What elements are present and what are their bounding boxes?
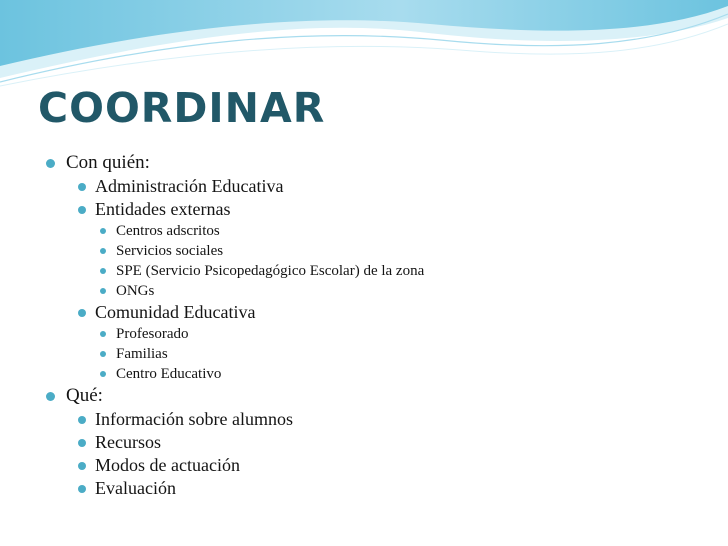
bullet-icon [100,248,106,254]
list-item-level-3 [0,344,728,364]
list-item-level-1 [0,384,728,408]
header-wave-decoration [0,0,728,90]
bullet-icon [78,416,86,424]
bullet-icon [78,462,86,470]
list-item-text: Recursos [95,432,161,452]
list-item-text: Información sobre alumnos [95,409,293,429]
list-item-level-2 [0,431,728,454]
bullet-icon [78,485,86,493]
bullet-icon [46,159,55,168]
list-item-level-2 [0,198,728,221]
list-item-level-3 [0,261,728,281]
list-item-text: ONGs [116,283,155,299]
bullet-list [0,151,728,500]
bullet-icon [100,228,106,234]
list-item-level-2 [0,175,728,198]
list-item-text: Entidades externas [95,199,231,219]
bullet-icon [100,371,106,377]
list-item-text: Modos de actuación [95,455,240,475]
list-item-level-2 [0,408,728,431]
list-item-text: Con quién: [66,152,150,173]
list-item-level-3 [0,221,728,241]
list-item-level-3 [0,241,728,261]
list-item-text: Comunidad Educativa [95,302,256,322]
bullet-icon [78,183,86,191]
bullet-icon [78,206,86,214]
slide-title: COORDINAR [38,84,326,132]
bullet-icon [100,331,106,337]
bullet-icon [100,288,106,294]
bullet-icon [78,309,86,317]
list-item-text: SPE (Servicio Psicopedagógico Escolar) de la zona [116,263,425,279]
list-item-level-3 [0,324,728,344]
bullet-icon [46,392,55,401]
list-item-text: Centro Educativo [116,366,222,382]
list-item-level-2 [0,301,728,324]
list-item-text: Centros adscritos [116,223,220,239]
list-item-level-2 [0,454,728,477]
list-item-level-3 [0,364,728,384]
list-item-level-3 [0,281,728,301]
list-item-text: Profesorado [116,326,189,342]
bullet-icon [100,268,106,274]
list-item-text: Familias [116,346,168,362]
list-item-text: Administración Educativa [95,176,284,196]
list-item-level-2 [0,477,728,500]
list-item-text: Evaluación [95,478,176,498]
bullet-icon [100,351,106,357]
list-item-text: Qué: [66,385,103,406]
list-item-text: Servicios sociales [116,243,224,259]
bullet-icon [78,439,86,447]
list-item-level-1 [0,151,728,175]
